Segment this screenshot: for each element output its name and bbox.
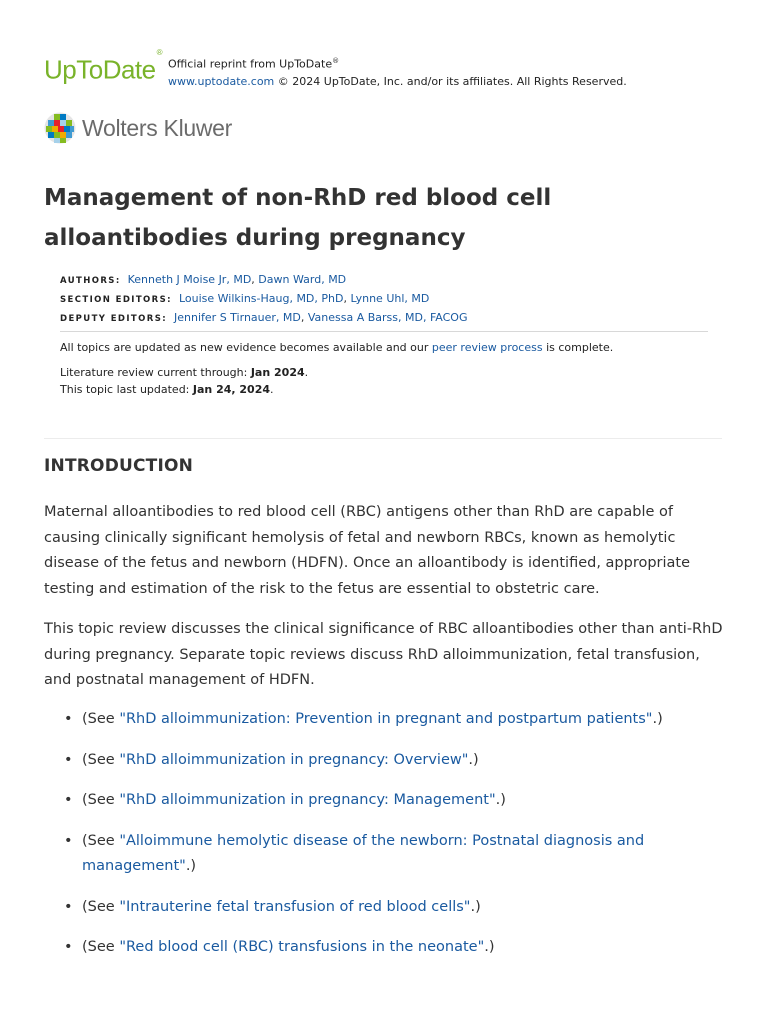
list-item: [64, 895, 704, 921]
bullet-icon: •: [64, 832, 73, 849]
section-editors-row: SECTION EDITORS: Louise Wilkins-Haug, MD, PhD, Lynne Uhl, MD: [60, 292, 430, 305]
peer-review-link[interactable]: peer review process: [431, 341, 543, 354]
article-meta: [60, 271, 708, 328]
deputy-editors-label: DEPUTY EDITORS:: [60, 314, 168, 324]
section-editor-link[interactable]: Louise Wilkins-Haug, MD, PhD: [178, 292, 344, 305]
list-item: [64, 935, 704, 961]
brand-name: UpToDate: [44, 54, 156, 85]
topic-link[interactable]: "Alloimmune hemolytic disease of the newborn: Postnatal diagnosis and management": [82, 832, 645, 874]
bullet-icon: •: [64, 898, 73, 915]
last-updated-label: This topic last updated:: [60, 383, 193, 396]
bullet-icon: •: [64, 751, 73, 768]
see-suffix: .): [495, 792, 506, 808]
copyright-text: © 2024 UpToDate, Inc. and/or its affiliates. All Rights Reserved.: [277, 74, 627, 88]
header: [44, 48, 724, 88]
see-prefix: (See: [82, 939, 120, 955]
notice-text-end: is complete.: [542, 341, 614, 354]
see-suffix: .): [484, 939, 495, 955]
list-item: [64, 748, 704, 774]
lit-review-label: Literature review current through:: [60, 366, 251, 379]
authors-label: AUTHORS:: [60, 276, 121, 286]
list-item: [64, 707, 704, 733]
see-prefix: (See: [82, 792, 120, 808]
section-editors-label: SECTION EDITORS:: [60, 295, 172, 305]
topic-link[interactable]: "RhD alloimmunization: Prevention in pregnant and postpartum patients": [119, 711, 653, 727]
see-prefix: (See: [82, 832, 120, 849]
site-link[interactable]: www.uptodate.com: [168, 74, 275, 88]
introduction-heading: INTRODUCTION: [44, 456, 194, 476]
bullet-icon: •: [64, 939, 73, 955]
deputy-editor-link[interactable]: Vanessa A Barss, MD, FACOG: [307, 311, 468, 324]
see-prefix: (See: [82, 898, 120, 915]
uptodate-logo[interactable]: [44, 48, 163, 85]
see-prefix: (See: [82, 711, 120, 727]
reprint-notice: [168, 53, 627, 90]
lit-review-date: Jan 2024: [250, 366, 305, 379]
topic-link[interactable]: "RhD alloimmunization in pregnancy: Management": [119, 792, 496, 808]
see-suffix: .): [470, 898, 481, 915]
meta-divider: [60, 331, 708, 332]
update-notice: [60, 339, 708, 356]
brand-mark: ®: [156, 48, 163, 57]
last-updated-date: Jan 24, 2024: [192, 383, 270, 396]
bullet-icon: •: [64, 711, 73, 727]
section-divider: [44, 438, 722, 439]
reprint-mark: ®: [332, 57, 340, 65]
see-prefix: (See: [82, 751, 120, 768]
bullet-icon: •: [64, 792, 73, 808]
article-title: Management of non-RhD red blood cell alloantibodies during pregnancy: [44, 185, 552, 251]
authors-row: AUTHORS: Kenneth J Moise Jr, MD, Dawn Ward, MD: [60, 273, 347, 286]
deputy-editors-row: DEPUTY EDITORS: Jennifer S Tirnauer, MD, Vanessa A Barss, MD, FACOG: [60, 311, 468, 324]
see-suffix: .): [468, 751, 479, 768]
wolters-kluwer-icon: [44, 112, 76, 144]
topic-link[interactable]: "Red blood cell (RBC) transfusions in the neonate": [119, 939, 485, 955]
see-suffix: .): [185, 858, 197, 874]
author-link[interactable]: Kenneth J Moise Jr, MD: [127, 273, 252, 286]
notice-text: All topics are updated as new evidence becomes available and our: [60, 341, 432, 354]
review-dates: Literature review current through: Jan 2024. This topic last updated: Jan 24, 2024.: [60, 366, 309, 396]
intro-paragraph-2: This topic review discusses the clinical significance of RBC alloantibodies other than anti-RhD during pregnancy. Separate topic reviews discuss RhD alloimmunization, fetal transfusion, and postnatal management of HDFN.: [44, 621, 723, 688]
deputy-editor-link[interactable]: Jennifer S Tirnauer, MD: [174, 311, 301, 324]
intro-paragraph-1: Maternal alloantibodies to red blood cell (RBC) antigens other than RhD are capable of causing clinically significant hemolysis of fetal and newborn RBCs, known as hemolytic disease of the fetus and newborn (HDFN). Once an alloantibody is identified, appropriate testing and estimation of the risk to the fetus are essential to obstetric care.: [44, 504, 691, 597]
author-link[interactable]: Dawn Ward, MD: [258, 273, 347, 286]
section-editor-link[interactable]: Lynne Uhl, MD: [350, 292, 430, 305]
list-item: [64, 788, 704, 814]
reference-list: [64, 707, 704, 976]
list-item: [64, 829, 704, 880]
topic-link[interactable]: "Intrauterine fetal transfusion of red blood cells": [119, 898, 471, 915]
reprint-text: Official reprint from UpToDate: [168, 57, 333, 71]
topic-link[interactable]: "RhD alloimmunization in pregnancy: Overview": [119, 751, 469, 768]
see-suffix: .): [652, 711, 663, 727]
publisher-name: Wolters Kluwer: [82, 115, 233, 141]
